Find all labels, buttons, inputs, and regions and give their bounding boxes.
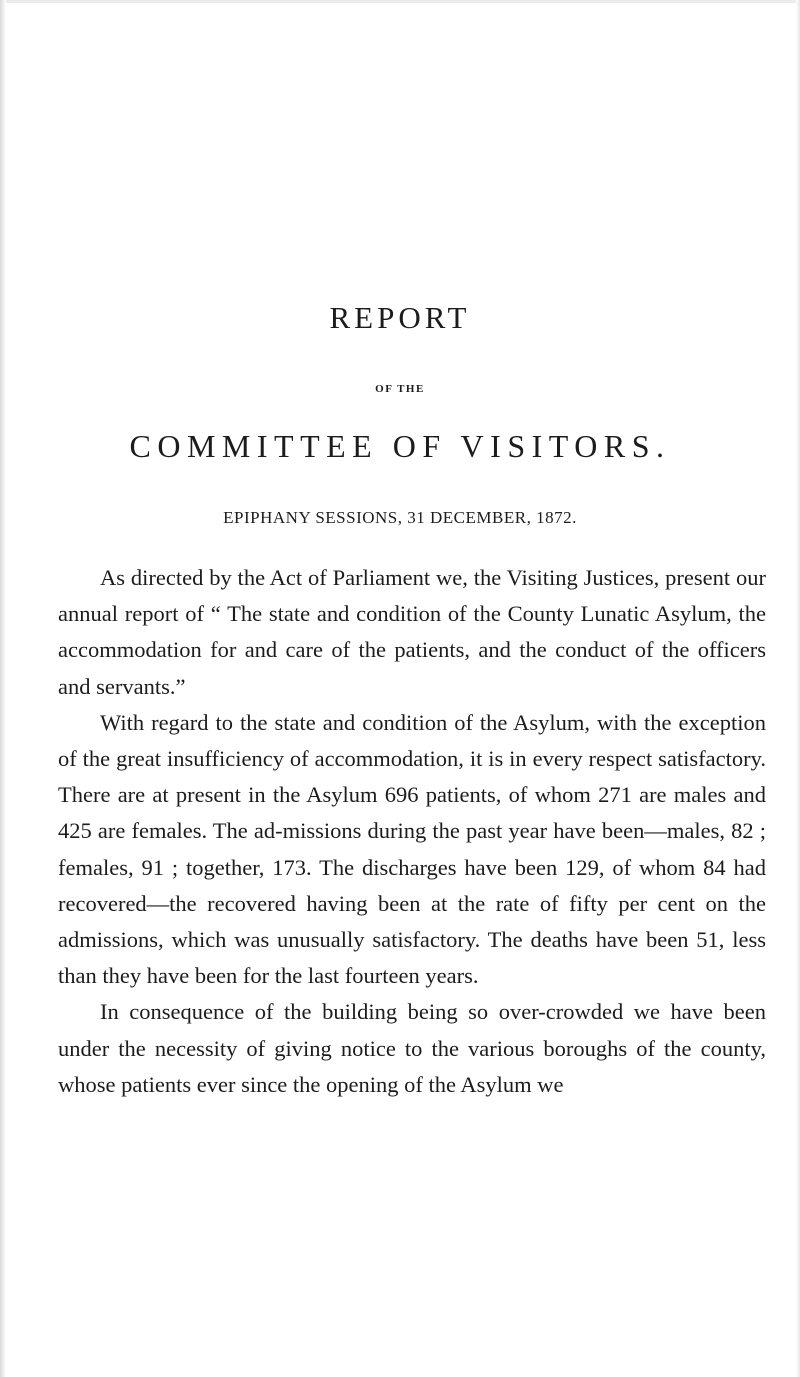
page-left-edge-shadow [0,0,6,1377]
report-title: REPORT [329,300,471,335]
paragraph-asylum-condition: With regard to the state and condition of the Asylum, with the exception of the great insufficiency of accommodation, it is in every respect satisfactory. There are at present in the Asylum 696 patients, of whom 271 are males and 425 are females. The ad-missions during the past year have been—males, 82 ; females, 91 ; together, 173. The discharges have been 129, of whom 84 had recovered—the recovered having been at the rate of fifty per cent on the admissions, which was unusually satisfactory. The deaths have been 51, less than they have been for the last fourteen years. [58,709,766,989]
page-top-edge [0,0,800,3]
report-body [58,560,766,1103]
paragraph-intro: As directed by the Act of Parliament we, the Visiting Justices, present our annual report of “ The state and condition of the County Lunatic Asylum, the accommodation for and care of the patients, and the conduct of the officers and servants.” [58,565,766,699]
committee-title: COMMITTEE OF VISITORS. [129,428,671,464]
subtitle-connector: OF THE [375,383,425,395]
page-right-edge-shadow [796,0,800,1377]
paragraph-overcrowding: In consequence of the building being so over-crowded we have been under the necessity of giving notice to the various boroughs of the county, whose patients ever since the opening of the Asylum we [58,999,766,1097]
sessions-date-line: EPIPHANY SESSIONS, 31 DECEMBER, 1872. [223,508,577,527]
